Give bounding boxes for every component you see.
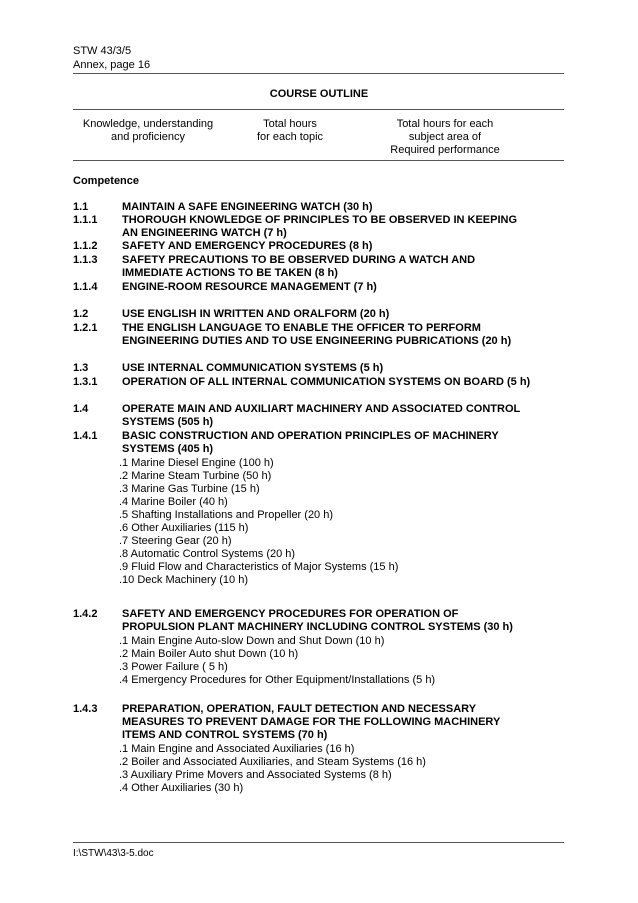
list-item: .1 Main Engine Auto-slow Down and Shut Down (10 h) xyxy=(119,635,385,647)
list-item: .2 Marine Steam Turbine (50 h) xyxy=(119,470,272,482)
section-number: 1.1.1 xyxy=(73,214,98,226)
section-number: 1.2 xyxy=(73,308,89,320)
section-number: 1.1.2 xyxy=(73,240,98,252)
page-number: Annex, page 16 xyxy=(73,59,151,71)
section-number: 1.4 xyxy=(73,403,89,415)
section-title: SAFETY AND EMERGENCY PROCEDURES (8 h) xyxy=(122,240,373,252)
list-item: .8 Automatic Control Systems (20 h) xyxy=(119,548,296,560)
list-item: .4 Emergency Procedures for Other Equipment/Installations (5 h) xyxy=(119,674,436,686)
list-item: .1 Main Engine and Associated Auxiliaries (16 h) xyxy=(119,743,355,755)
subitem-list-142 xyxy=(119,635,559,687)
section-title: BASIC CONSTRUCTION AND OPERATION PRINCIPLES OF MACHINERY SYSTEMS (405 h) xyxy=(122,430,499,455)
list-item: .4 Other Auxiliaries (30 h) xyxy=(119,782,244,794)
section-number: 1.4.2 xyxy=(73,608,98,620)
section-title: ENGINE-ROOM RESOURCE MANAGEMENT (7 h) xyxy=(122,281,377,293)
list-item: .3 Auxiliary Prime Movers and Associated Systems (8 h) xyxy=(119,769,392,781)
section-title: MAINTAIN A SAFE ENGINEERING WATCH (30 h) xyxy=(122,201,373,213)
list-item: .4 Marine Boiler (40 h) xyxy=(119,496,228,508)
section-title: SAFETY AND EMERGENCY PROCEDURES FOR OPERATION OF PROPULSION PLANT MACHINERY INCLUDING CONTROL SYSTEMS (30 h) xyxy=(122,608,513,633)
list-item: .9 Fluid Flow and Characteristics of Major Systems (15 h) xyxy=(119,561,399,573)
list-item: .5 Shafting Installations and Propeller (20 h) xyxy=(119,509,334,521)
section-title: PREPARATION, OPERATION, FAULT DETECTION AND NECESSARY MEASURES TO PREVENT DAMAGE FOR THE FOLLOWING MACHINERY ITEMS AND CONTROL SYSTEMS (70 h) xyxy=(122,703,501,741)
title-rule xyxy=(73,109,564,110)
list-item: .3 Marine Gas Turbine (15 h) xyxy=(119,483,260,495)
competence-label: Competence xyxy=(73,175,140,187)
subitem-list-143 xyxy=(119,743,559,795)
section-title: THE ENGLISH LANGUAGE TO ENABLE THE OFFICER TO PERFORM ENGINEERING DUTIES AND TO USE ENGINEERING PUBRICATIONS (20 h) xyxy=(122,322,512,347)
section-number: 1.3 xyxy=(73,362,89,374)
column-header-knowledge: Knowledge, understanding and proficiency xyxy=(82,118,214,143)
column-header-topic-hours: Total hours for each topic xyxy=(256,118,324,143)
footer-file-path: I:\STW\43\3-5.doc xyxy=(73,848,154,859)
column-header-subject-hours: Total hours for each subject area of Required performance xyxy=(390,118,500,156)
section-title: OPERATE MAIN AND AUXILIART MACHINERY AND ASSOCIATED CONTROL SYSTEMS (505 h) xyxy=(122,403,521,428)
section-title: OPERATION OF ALL INTERNAL COMMUNICATION SYSTEMS ON BOARD (5 h) xyxy=(122,376,531,388)
list-item: .6 Other Auxiliaries (115 h) xyxy=(119,522,249,534)
section-number: 1.1.4 xyxy=(73,281,98,293)
document-reference: STW 43/3/5 xyxy=(73,45,132,57)
list-item: .3 Power Failure ( 5 h) xyxy=(119,661,228,673)
subitem-list-141 xyxy=(119,457,559,587)
section-number: 1.3.1 xyxy=(73,376,98,388)
section-title: SAFETY PRECAUTIONS TO BE OBSERVED DURING A WATCH AND IMMEDIATE ACTIONS TO BE TAKEN (8 h) xyxy=(122,254,476,279)
list-item: .1 Marine Diesel Engine (100 h) xyxy=(119,457,274,469)
column-header-rule xyxy=(73,160,564,161)
footer-rule xyxy=(73,842,564,843)
header-rule xyxy=(73,73,564,74)
list-item: .10 Deck Machinery (10 h) xyxy=(119,574,248,586)
section-number: 1.1.3 xyxy=(73,254,98,266)
page-title: COURSE OUTLINE xyxy=(269,88,369,100)
list-item: .7 Steering Gear (20 h) xyxy=(119,535,232,547)
section-number: 1.1 xyxy=(73,201,89,213)
section-title: USE ENGLISH IN WRITTEN AND ORALFORM (20 h) xyxy=(122,308,390,320)
section-number: 1.4.3 xyxy=(73,703,98,715)
section-number: 1.4.1 xyxy=(73,430,98,442)
section-title: USE INTERNAL COMMUNICATION SYSTEMS (5 h) xyxy=(122,362,384,374)
list-item: .2 Main Boiler Auto shut Down (10 h) xyxy=(119,648,299,660)
section-number: 1.2.1 xyxy=(73,322,98,334)
section-title: THOROUGH KNOWLEDGE OF PRINCIPLES TO BE OBSERVED IN KEEPING AN ENGINEERING WATCH (7 h) xyxy=(122,214,518,239)
list-item: .2 Boiler and Associated Auxiliaries, and Steam Systems (16 h) xyxy=(119,756,426,768)
